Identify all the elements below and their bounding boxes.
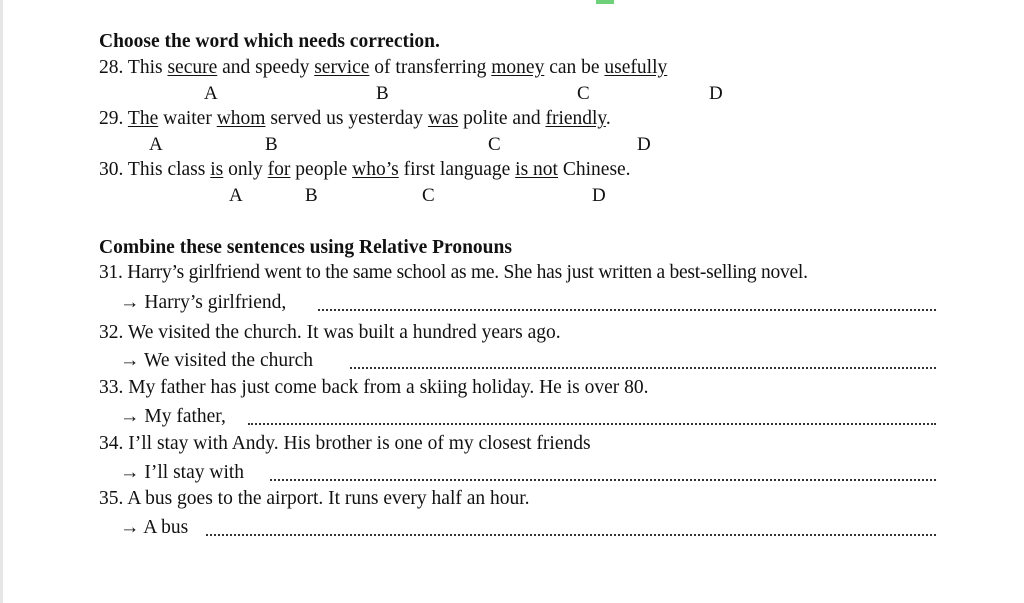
question-text: This [127, 57, 168, 78]
exercise-item [99, 487, 530, 511]
item-text: Harry’s girlfriend went to the same school as me. She has just written a best-selling novel. [127, 262, 808, 283]
underlined-option-d: is not [515, 159, 558, 180]
question-30 [99, 158, 631, 182]
underlined-option-a: secure [167, 57, 218, 78]
answer-prefix: → A bus [120, 517, 189, 538]
answer-dotted-line [270, 479, 936, 481]
item-number: 35. [99, 488, 124, 509]
item-number: 33. [99, 377, 124, 398]
answer-prefix: → My father, [120, 406, 226, 427]
option-label-b: B [305, 185, 318, 206]
item-number: 34. [99, 433, 124, 454]
exercise-item [99, 261, 808, 285]
question-28 [99, 56, 667, 80]
page-left-edge [0, 0, 3, 603]
question-text: people [290, 159, 353, 180]
option-label-a: A [204, 83, 218, 104]
answer-line[interactable] [120, 291, 936, 315]
section-heading-correction: Choose the word which needs correction. [99, 31, 440, 52]
answer-dotted-line [350, 367, 936, 369]
top-green-marker [596, 0, 614, 4]
option-label-a: A [229, 185, 243, 206]
question-text: served us yesterday [265, 108, 428, 129]
answer-dotted-line [318, 309, 936, 311]
answer-prefix: → Harry’s girlfriend, [120, 292, 287, 313]
option-label-d: D [637, 134, 651, 155]
underlined-option-c: was [427, 108, 459, 129]
question-number: 28. [99, 57, 124, 78]
item-text: We visited the church. It was built a hundred years ago. [127, 322, 561, 343]
underlined-option-d: usefully [604, 57, 668, 78]
option-label-c: C [422, 185, 435, 206]
exercise-item [99, 432, 591, 456]
item-number: 32. [99, 322, 124, 343]
item-text: I’ll stay with Andy. His brother is one of my closest friends [128, 433, 591, 454]
option-label-d: D [592, 185, 606, 206]
question-text: polite and [458, 108, 546, 129]
question-text: . [605, 108, 611, 129]
answer-line[interactable] [120, 461, 936, 485]
item-text: My father has just come back from a skiing holiday. He is over 80. [128, 377, 649, 398]
option-label-c: C [577, 83, 590, 104]
question-text: Chinese. [557, 159, 631, 180]
question-text: can be [544, 57, 605, 78]
underlined-option-a: The [127, 108, 159, 129]
option-label-b: B [376, 83, 389, 104]
answer-prefix: → I’ll stay with [120, 462, 245, 483]
question-text: only [223, 159, 268, 180]
question-number: 29. [99, 108, 124, 129]
question-text: of transferring [369, 57, 492, 78]
section-heading-relative-pronouns: Combine these sentences using Relative Pronouns [99, 237, 512, 258]
option-label-c: C [488, 134, 501, 155]
underlined-option-b: whom [216, 108, 266, 129]
option-label-d: D [709, 83, 723, 104]
exercise-item [99, 321, 561, 345]
answer-line[interactable] [120, 349, 936, 373]
question-text: This class [127, 159, 211, 180]
answer-dotted-line [248, 423, 936, 425]
item-number: 31. [99, 262, 123, 283]
option-label-b: B [265, 134, 278, 155]
underlined-option-c: money [491, 57, 545, 78]
underlined-option-d: friendly [545, 108, 606, 129]
item-text: A bus goes to the airport. It runs every half an hour. [127, 488, 530, 509]
underlined-option-c: who’s [352, 159, 399, 180]
answer-prefix: → We visited the church [120, 350, 314, 371]
question-29 [99, 107, 611, 131]
answer-dotted-line [206, 534, 936, 536]
underlined-option-b: service [314, 57, 370, 78]
question-number: 30. [99, 159, 124, 180]
underlined-option-b: for [267, 159, 291, 180]
underlined-option-a: is [210, 159, 224, 180]
answer-line[interactable] [120, 405, 936, 429]
question-text: waiter [158, 108, 217, 129]
option-label-a: A [149, 134, 163, 155]
question-text: first language [398, 159, 516, 180]
question-text: and speedy [217, 57, 315, 78]
exercise-item [99, 376, 649, 400]
answer-line[interactable] [120, 516, 936, 540]
